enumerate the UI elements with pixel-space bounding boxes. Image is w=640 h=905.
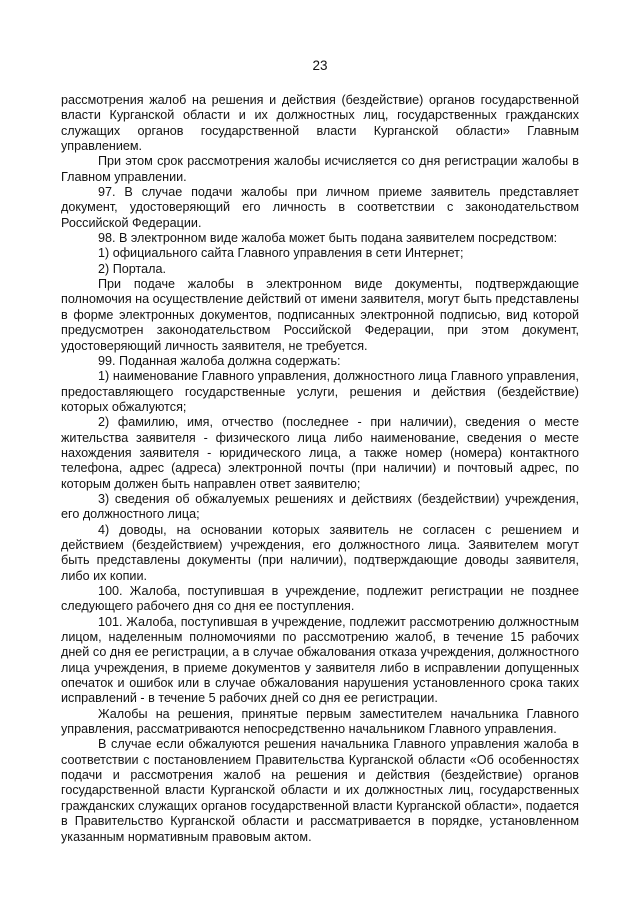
paragraph-99-item-2: 2) фамилию, имя, отчество (последнее - при наличии), сведения о месте жительства заявителя - физического лица либо наименование, сведения о месте нахождения заявителя - юридического лица, а также номер (номера) контактного телефона, адрес (адреса) электронной почты (при наличии) и почтовый адрес, по которым должен быть направлен ответ заявителю; (61, 415, 579, 491)
paragraph-99-item-3: 3) сведения об обжалуемых решениях и действиях (бездействии) учреждения, его должностного лица; (61, 491, 579, 522)
paragraph-98-item-1: 1) официального сайта Главного управления в сети Интернет; (98, 246, 464, 261)
paragraph-99-item-1: 1) наименование Главного управления, должностного лица Главного управления, предоставляющего государственные услуги, решения и действия (бездействие) которых обжалуются; (61, 369, 579, 414)
paragraph-electronic-docs: При подаче жалобы в электронном виде документы, подтверждающие полномочия на осуществление действий от имени заявителя, могут быть представлены в форме электронных документов, подписанных электронной подписью, вид которой предусмотрен законодательством Российской Федерации, при этом документ, удостоверяющий личность заявителя, не требуется. (61, 277, 579, 353)
document-body (61, 93, 579, 845)
paragraph-first-deputy: Жалобы на решения, принятые первым заместителем начальника Главного управления, рассматриваются непосредственно начальником Главного управления. (61, 706, 579, 737)
paragraph-98-item-2: 2) Портала. (98, 261, 166, 276)
paragraph-99: 99. Поданная жалоба должна содержать: (98, 353, 341, 368)
paragraph-98: 98. В электронном виде жалоба может быть подана заявителем посредством: (98, 231, 558, 246)
paragraph-head-decisions: В случае если обжалуются решения начальника Главного управления жалоба в соответствии с постановлением Правительства Курганской области «Об особенностях подачи и рассмотрения жалоб на решения и действия (бездействие) органов государственной власти Курганской области и их должностных лиц, государственных гражданских служащих органов государственной власти Курганской области», подается в Правительство Курганской области и рассматривается в порядке, установленном указанным нормативным правовым актом. (61, 737, 579, 844)
paragraph-99-item-4: 4) доводы, на основании которых заявитель не согласен с решением и действием (бездействием) учреждения, его должностного лица. Заявителем могут быть представлены документы (при наличии), подтверждающие доводы заявителя, либо их копии. (61, 522, 579, 583)
paragraph-97: 97. В случае подачи жалобы при личном приеме заявитель представляет документ, удостоверяющий его личность в соответствии с законодательством Российской Федерации. (61, 185, 579, 230)
paragraph-100: 100. Жалоба, поступившая в учреждение, подлежит регистрации не позднее следующего рабочего дня со дня ее поступления. (61, 584, 579, 614)
paragraph-complaint-term: При этом срок рассмотрения жалобы исчисляется со дня регистрации жалобы в Главном управлении. (61, 154, 579, 184)
paragraph-continuation: рассмотрения жалоб на решения и действия (бездействие) органов государственной власти Курганской области и их должностных лиц, государственных гражданских служащих органов государственной власти Курганской области» Главным управлением. (61, 93, 579, 154)
paragraph-101: 101. Жалоба, поступившая в учреждение, подлежит рассмотрению должностным лицом, наделенным полномочиями по рассмотрению жалоб, в течение 15 рабочих дней со дня ее регистрации, а в случае обжалования отказа учреждения, должностного лица учреждения, в приеме документов у заявителя либо в исправлении допущенных опечаток и ошибок или в случае обжалования нарушения установленного срока таких исправлений - в течение 5 рабочих дней со дня ее регистрации. (61, 614, 579, 706)
page-number: 23 (312, 58, 328, 73)
